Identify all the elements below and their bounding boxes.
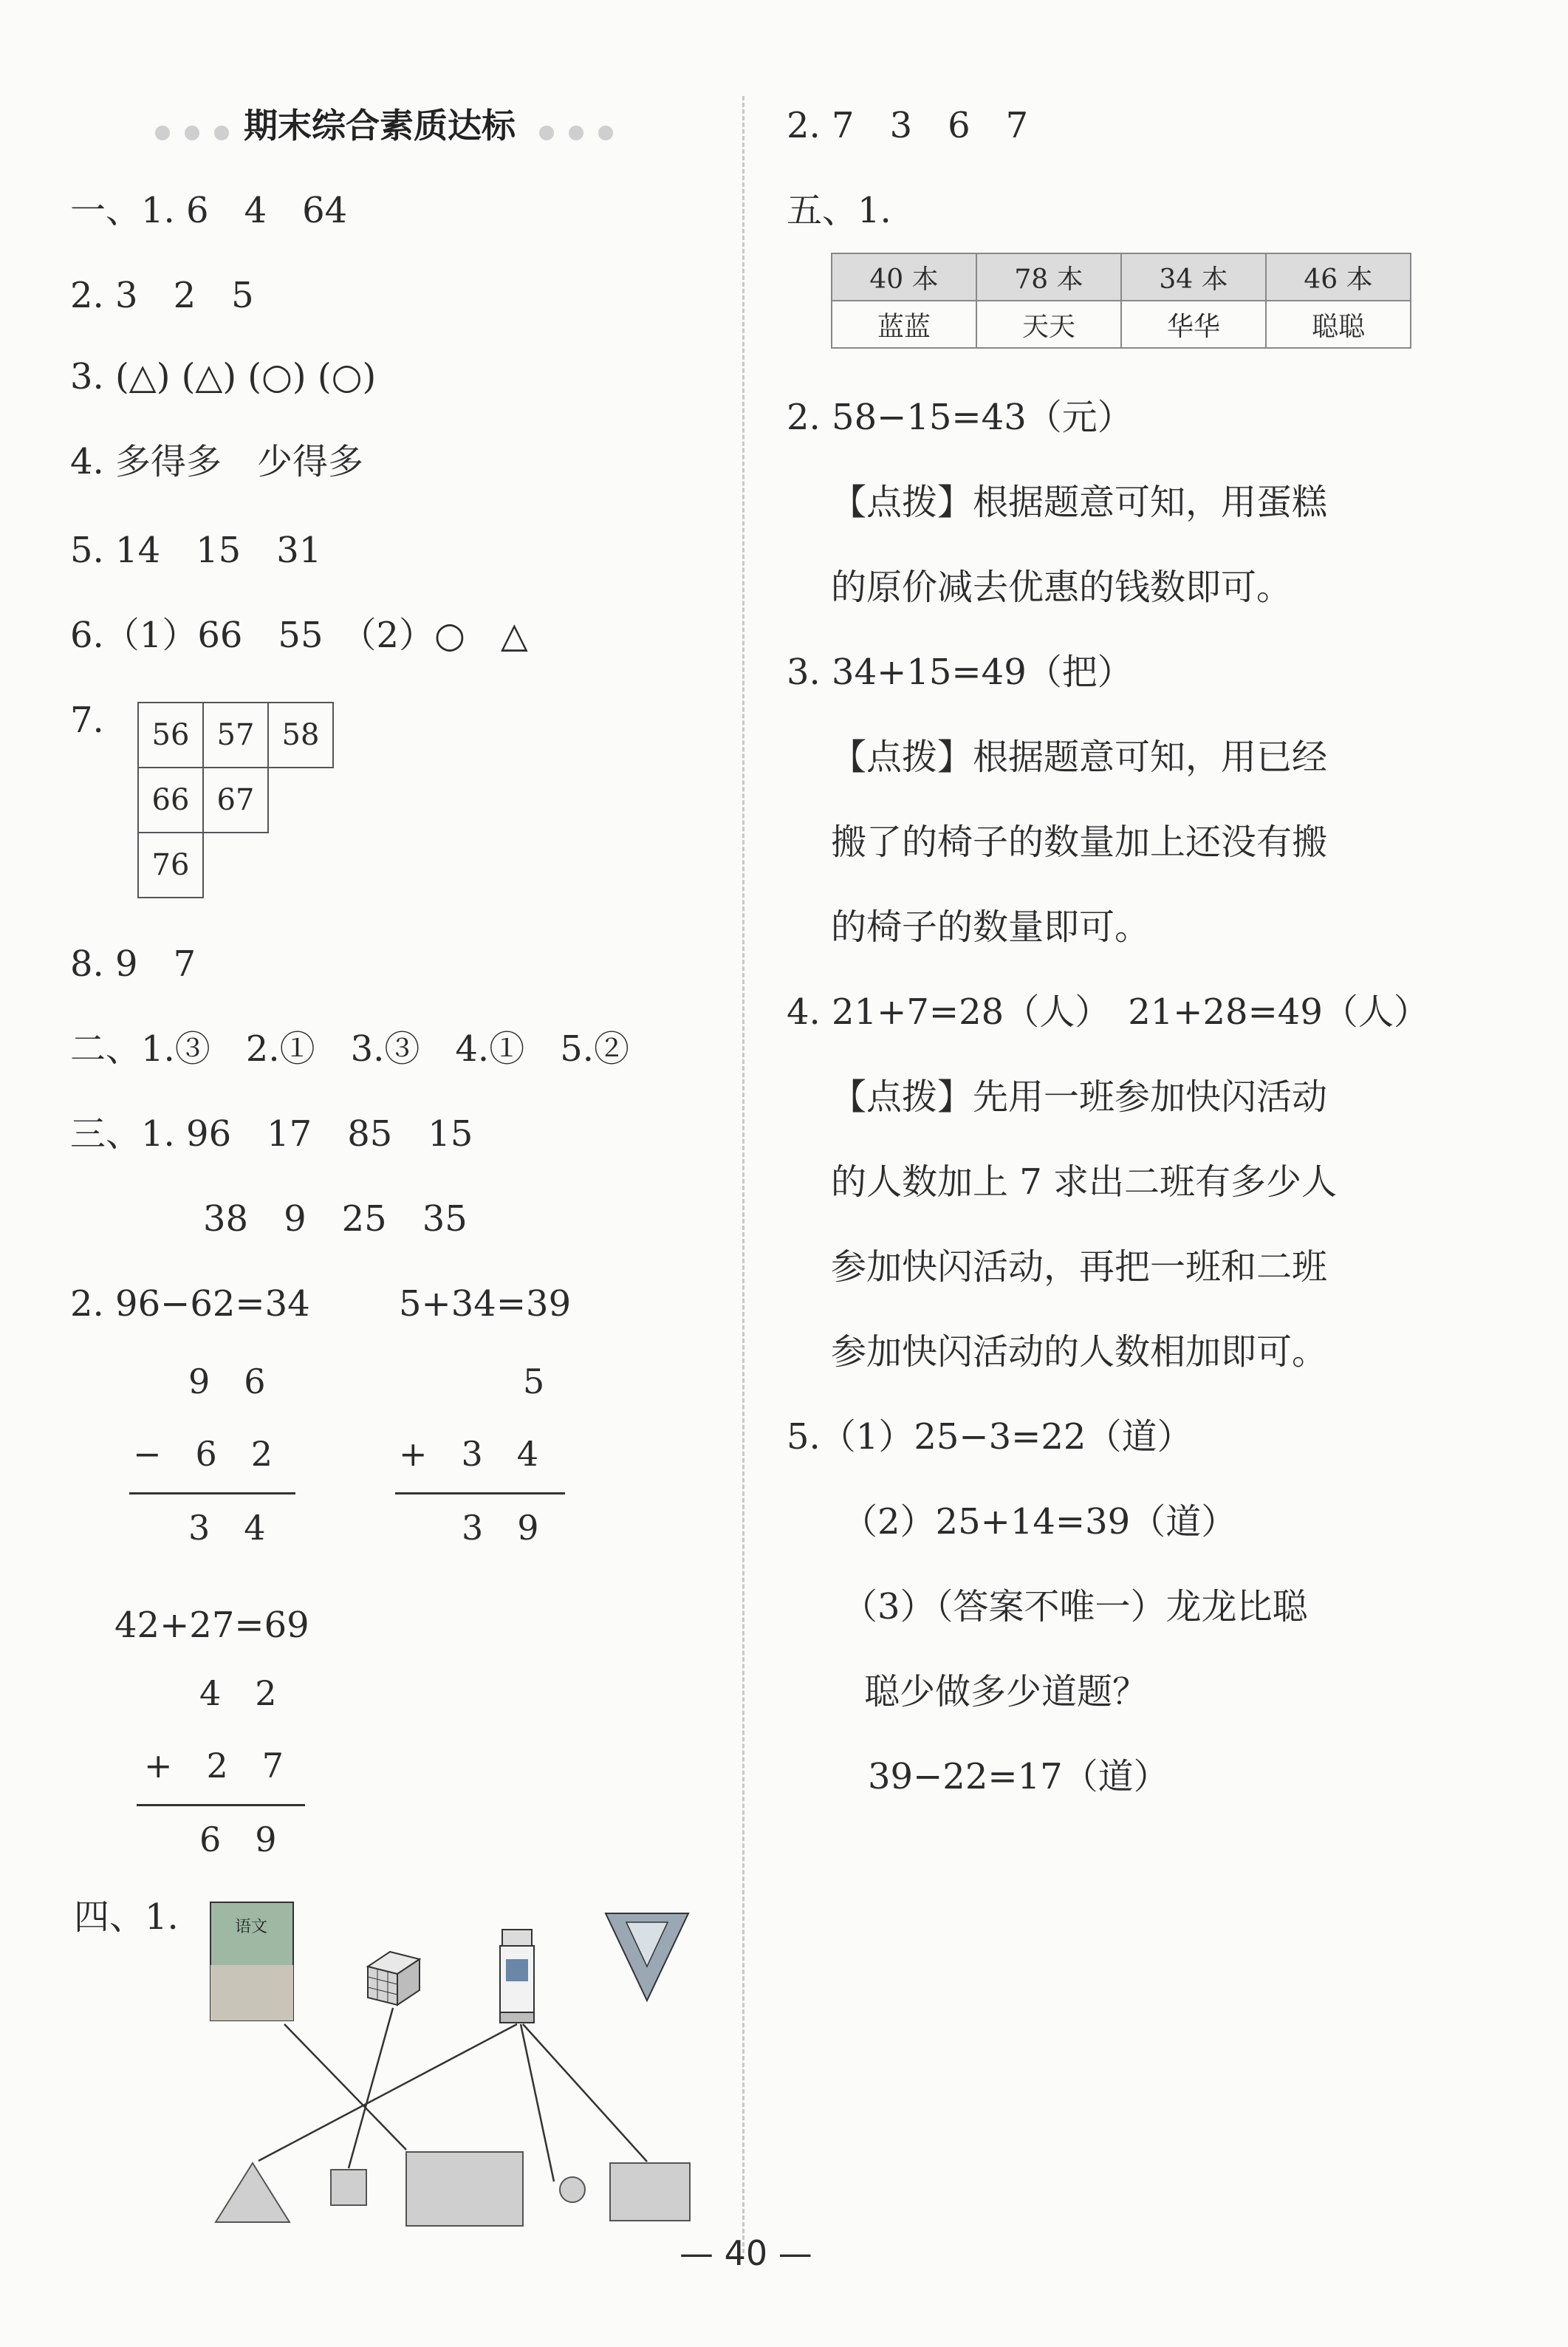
r-q3-hint-c: 的椅子的数量即可。	[831, 906, 1151, 948]
circle-shape	[560, 2177, 585, 2202]
small-square-shape	[331, 2170, 366, 2205]
s1-q6: 6.（1）66 55 （2）○ △	[70, 615, 528, 656]
triangle-shape	[216, 2163, 290, 2222]
s3-q1a: 三、1. 96 17 85 15	[70, 1113, 473, 1155]
calc3-top: 4 2	[199, 1673, 277, 1713]
table-cell: 聪聪	[1266, 301, 1411, 348]
match-line	[259, 2024, 517, 2161]
grid-cell: 58	[268, 703, 333, 768]
title-dot	[569, 126, 583, 140]
match-line	[349, 2008, 393, 2168]
calc1-top: 9 6	[188, 1362, 266, 1401]
grid-cell: 56	[138, 703, 203, 768]
table-cell: 34 本	[1121, 253, 1266, 301]
set-square-icon	[606, 1913, 688, 2001]
grid-cell: 66	[138, 768, 203, 833]
r-q5-1: 5.（1）25−3=22（道）	[787, 1416, 1193, 1458]
calc1-res: 3 4	[188, 1508, 266, 1548]
s3-q2c: 42+27=69	[114, 1605, 309, 1646]
calc1-mid: − 6 2	[133, 1434, 273, 1474]
title-dot	[185, 126, 199, 140]
s1-q4: 4. 多得多 少得多	[70, 441, 364, 482]
match-line	[521, 2024, 554, 2182]
grid-empty	[203, 833, 268, 898]
s5-label: 五、1.	[787, 190, 891, 231]
s3-q1b: 38 9 25 35	[203, 1198, 468, 1240]
r-q3-hint-a: 【点拨】根据题意可知，用已经	[831, 737, 1328, 778]
title-dot	[598, 126, 613, 140]
s3-q2b: 5+34=39	[399, 1283, 572, 1325]
glue-label	[506, 1959, 528, 1981]
match-line	[284, 2024, 406, 2150]
calc1-rule	[129, 1492, 295, 1494]
cube-icon	[368, 1952, 420, 2005]
matching-diagram	[199, 1891, 716, 2246]
r-q2: 2. 58−15=43（元）	[787, 397, 1133, 438]
grid-empty	[268, 833, 333, 898]
s1-q5: 5. 14 15 31	[70, 530, 322, 571]
grid-cell: 67	[203, 768, 268, 833]
r-q4-hint-b: 的人数加上 7 求出二班有多少人	[831, 1161, 1338, 1203]
r-q2-hint-b: 的原价减去优惠的钱数即可。	[831, 567, 1293, 608]
s1-q7-label: 7.	[70, 700, 104, 741]
page-title: 期末综合素质达标	[244, 106, 516, 146]
table-cell: 华华	[1121, 301, 1266, 348]
rectangle-shape	[610, 2163, 690, 2221]
title-dot	[155, 126, 170, 140]
title-dot	[214, 126, 229, 140]
grid-cell: 76	[138, 833, 203, 898]
r-q4: 4. 21+7=28（人） 21+28=49（人）	[787, 991, 1429, 1033]
grid-cell: 57	[203, 703, 268, 768]
r-q2-hint-a: 【点拨】根据题意可知，用蛋糕	[831, 482, 1328, 523]
calc2-mid: + 3 4	[399, 1434, 539, 1474]
s3-q2a: 2. 96−62=34	[70, 1283, 310, 1325]
book-table	[831, 253, 1411, 349]
r-q4-hint-a: 【点拨】先用一班参加快闪活动	[831, 1076, 1328, 1118]
table-cell: 46 本	[1266, 253, 1411, 301]
glue-stick-icon	[500, 1930, 534, 2023]
r-q5-2: （2）25+14=39（道）	[842, 1501, 1237, 1543]
column-divider	[742, 96, 744, 2253]
calc3-mid: + 2 7	[144, 1746, 284, 1786]
table-cell: 蓝蓝	[832, 301, 976, 348]
r-q4-hint-c: 参加快闪活动，再把一班和二班	[831, 1246, 1328, 1288]
textbook-icon	[210, 1902, 293, 2020]
calc2-res: 3 9	[462, 1508, 539, 1548]
match-line	[523, 2024, 647, 2162]
table-cell: 78 本	[976, 253, 1121, 301]
page-number: — 40 —	[679, 2233, 812, 2273]
r-top: 2. 7 3 6 7	[787, 105, 1029, 146]
s4-label: 四、1.	[74, 1896, 179, 1938]
calc3-rule	[137, 1804, 305, 1806]
r-q5-3b: 聪少做多少道题？	[864, 1671, 1148, 1712]
table-cell: 40 本	[832, 253, 976, 301]
r-q3: 3. 34+15=49（把）	[787, 652, 1133, 693]
s1-q8: 8. 9 7	[70, 943, 196, 985]
title-dot	[539, 126, 554, 140]
s1-q1: 一、1. 6 4 64	[70, 190, 348, 231]
r-q4-hint-d: 参加快闪活动的人数相加即可。	[831, 1331, 1328, 1373]
calc2-rule	[395, 1492, 565, 1494]
book-title: 语文	[234, 1918, 268, 1936]
calc3-res: 6 9	[199, 1820, 277, 1859]
calc2-top: 5	[523, 1362, 545, 1401]
large-rectangle-shape	[406, 2152, 523, 2226]
r-q5-3a: （3）（答案不唯一）龙龙比聪	[842, 1586, 1308, 1627]
grid-empty	[268, 768, 333, 833]
number-grid	[137, 702, 334, 898]
s1-q2: 2. 3 2 5	[70, 275, 254, 316]
s1-q3: 3. (△) (△) (○) (○)	[70, 356, 377, 397]
r-q3-hint-b: 搬了的椅子的数量加上还没有搬	[831, 821, 1328, 863]
table-cell: 天天	[976, 301, 1121, 348]
s2-line: 二、1.③ 2.① 3.③ 4.① 5.②	[70, 1028, 629, 1070]
r-q5-3c: 39−22=17（道）	[868, 1756, 1169, 1797]
